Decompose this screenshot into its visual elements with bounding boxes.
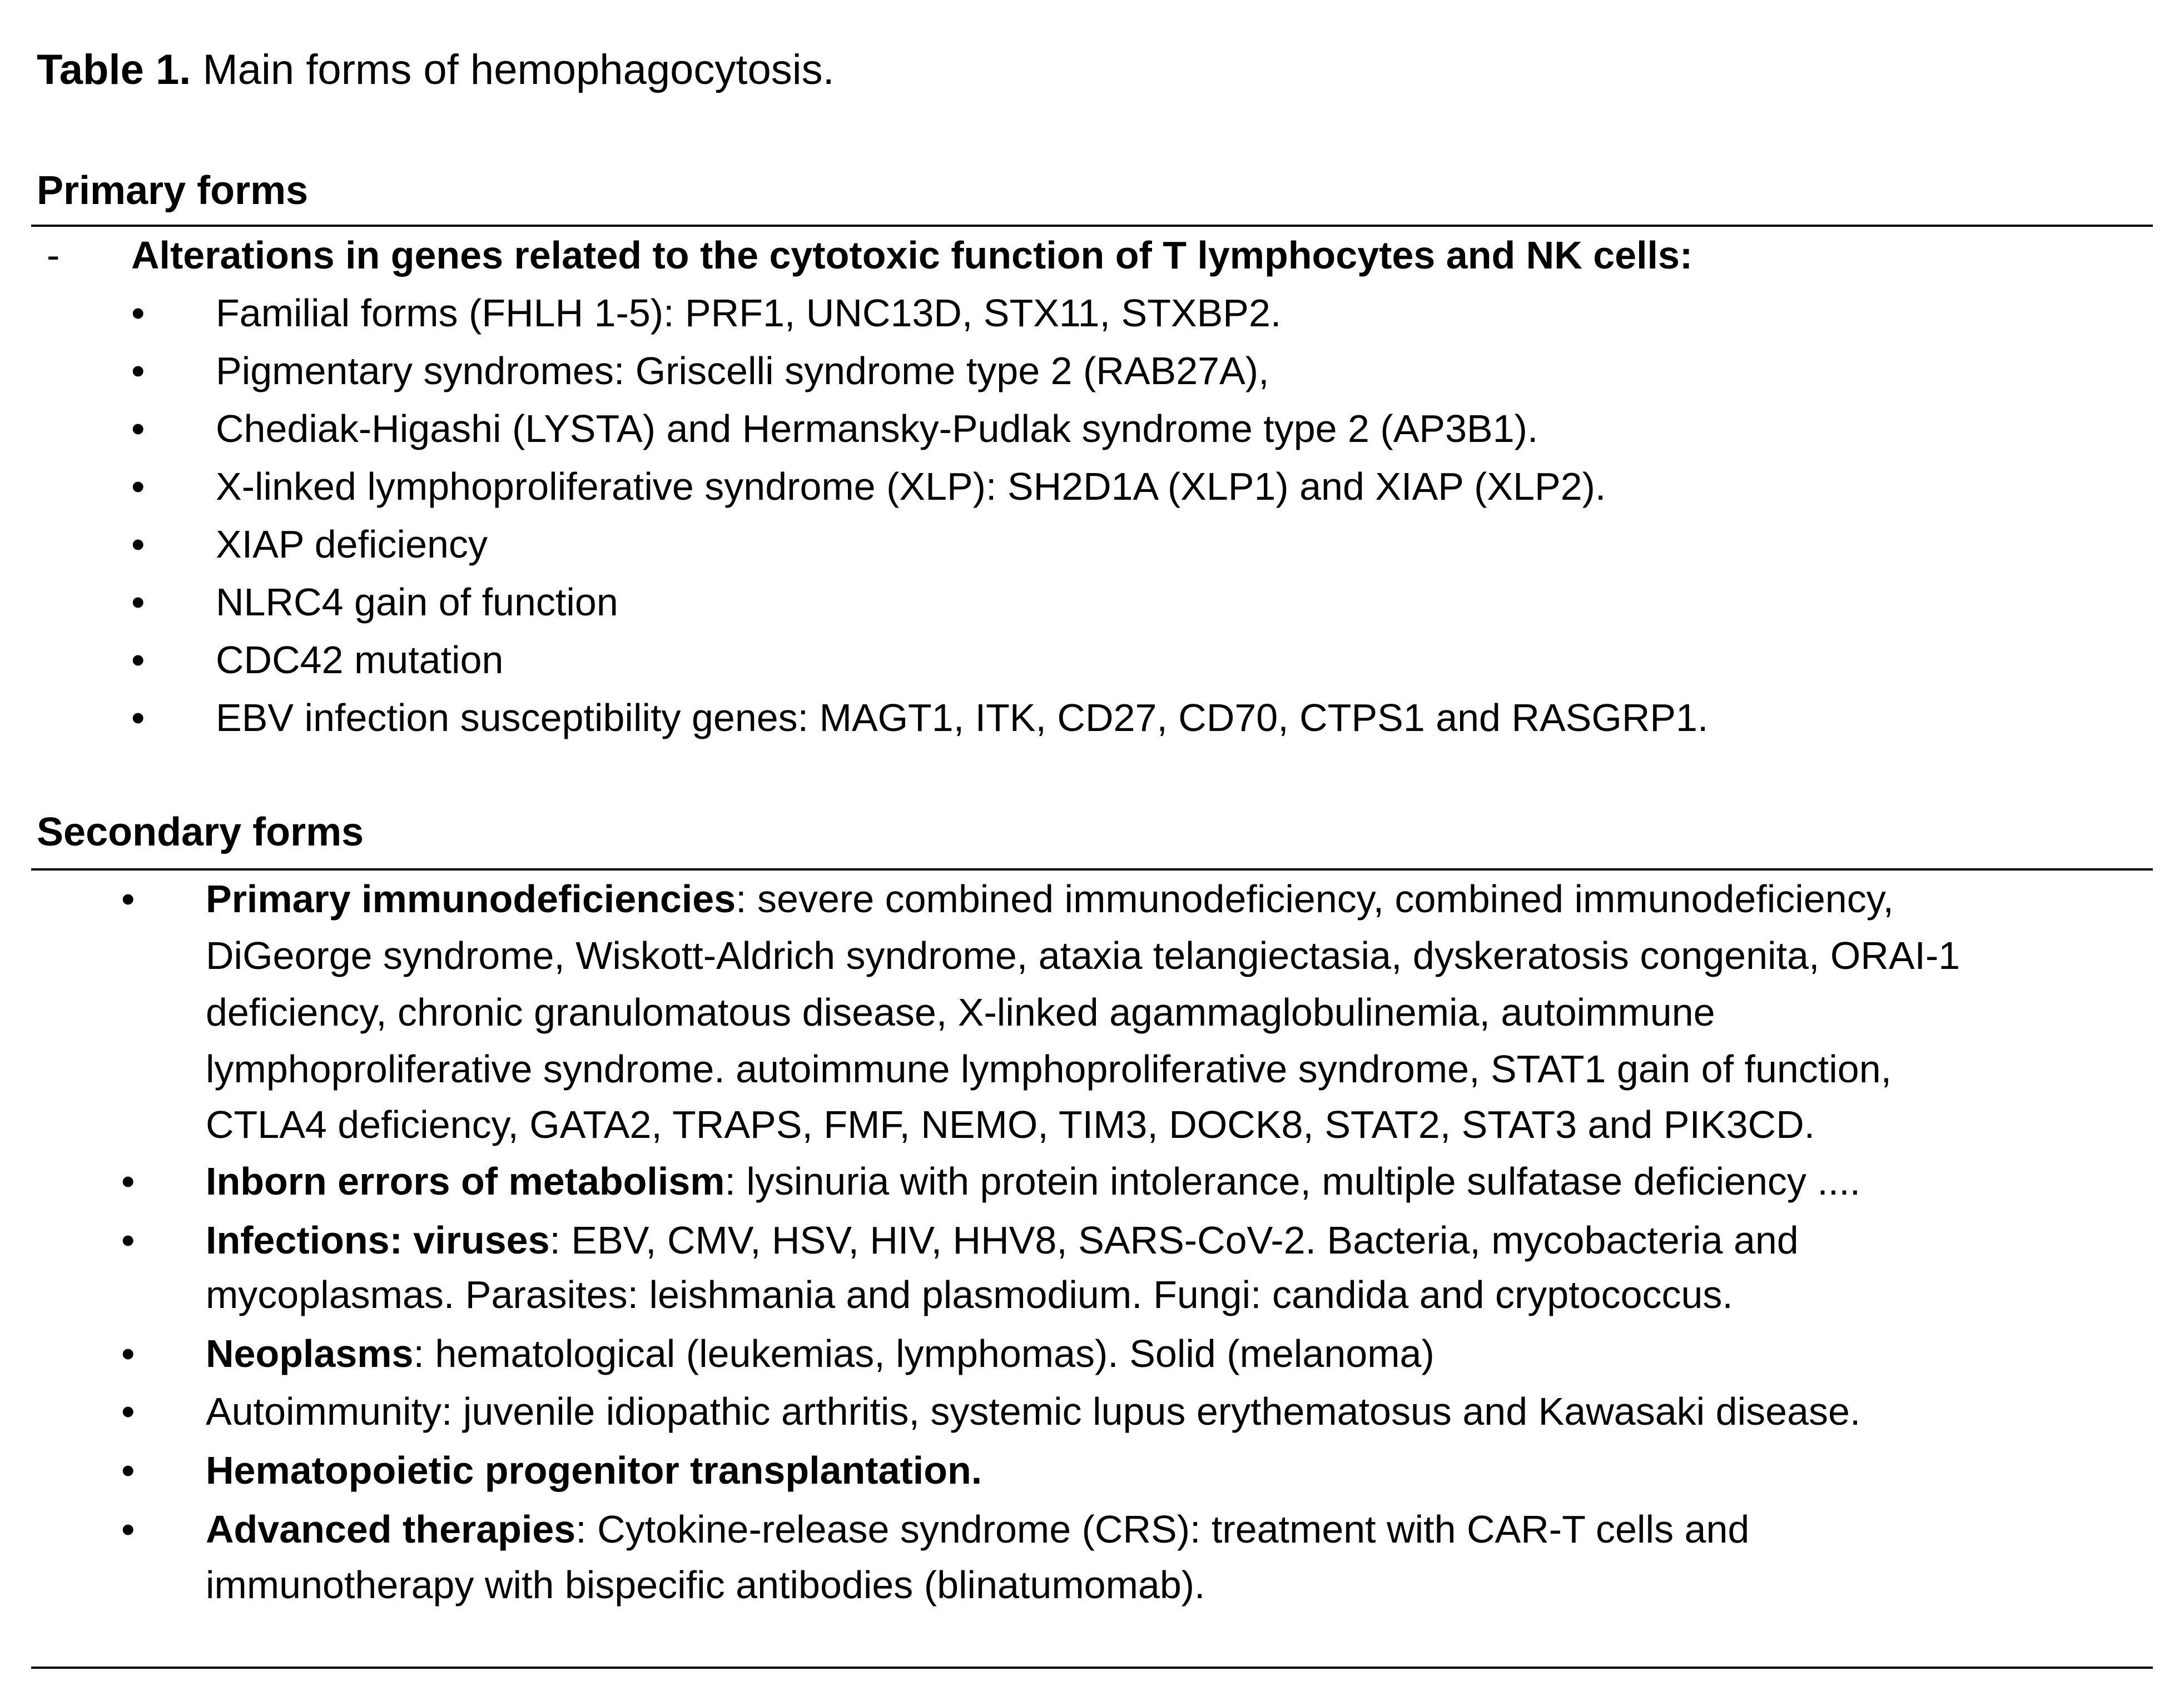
primary-item-1: Familial forms (FHLH 1-5): PRF1, UNC13D, STX11, STXBP2.	[216, 291, 1282, 335]
secondary-item-4-term: Neoplasms	[206, 1332, 414, 1375]
secondary-bullet-2: •	[121, 1160, 135, 1203]
table-bottom-rule	[31, 1667, 2153, 1669]
primary-subheading: Alterations in genes related to the cytotoxic function of T lymphocytes and NK cells:	[131, 233, 1693, 277]
secondary-bullet-4: •	[121, 1332, 135, 1375]
secondary-item-2	[206, 1156, 1860, 1206]
table-caption-text: Main forms of hemophagocytosis.	[191, 46, 835, 93]
secondary-bullet-3: •	[121, 1219, 135, 1262]
secondary-item-1-cont-4: CTLA4 deficiency, GATA2, TRAPS, FMF, NEMO, TIM3, DOCK8, STAT2, STAT3 and PIK3CD.	[206, 1103, 1815, 1146]
primary-item-2: Pigmentary syndromes: Griscelli syndrome type 2 (RAB27A),	[216, 349, 1269, 392]
secondary-item-7-text: : Cytokine-release syndrome (CRS): treatment with CAR-T cells and	[575, 1508, 1750, 1551]
primary-subheading-dash: -	[47, 233, 60, 277]
secondary-forms-heading: Secondary forms	[37, 810, 364, 854]
secondary-item-6	[206, 1445, 982, 1495]
secondary-item-4	[206, 1329, 1435, 1379]
secondary-forms-rule	[31, 868, 2153, 871]
primary-item-5: XIAP deficiency	[216, 523, 488, 566]
secondary-item-1	[206, 874, 1894, 924]
primary-item-6: NLRC4 gain of function	[216, 580, 618, 624]
secondary-item-3-text: : EBV, CMV, HSV, HIV, HHV8, SARS-CoV-2. Bacteria, mycobacteria and	[549, 1219, 1799, 1262]
secondary-bullet-5: •	[121, 1390, 135, 1433]
secondary-item-3-term: Infections: viruses	[206, 1219, 550, 1262]
primary-bullet-3: •	[131, 407, 145, 450]
table-caption	[37, 42, 835, 98]
primary-item-4: X-linked lymphoproliferative syndrome (XLP): SH2D1A (XLP1) and XIAP (XLP2).	[216, 465, 1606, 508]
secondary-item-1-term: Primary immunodeficiencies	[206, 877, 736, 921]
primary-item-7: CDC42 mutation	[216, 638, 504, 682]
secondary-item-2-text: : lysinuria with protein intolerance, multiple sulfatase deficiency ....	[724, 1160, 1861, 1203]
primary-forms-rule	[31, 225, 2153, 227]
secondary-item-7-term: Advanced therapies	[206, 1508, 576, 1551]
primary-item-8: EBV infection susceptibility genes: MAGT1, ITK, CD27, CD70, CTPS1 and RASGRP1.	[216, 696, 1709, 739]
secondary-item-1-cont-2: deficiency, chronic granulomatous disease, X-linked agammaglobulinemia, autoimmune	[206, 991, 1715, 1034]
primary-bullet-1: •	[131, 291, 145, 335]
primary-forms-heading: Primary forms	[37, 168, 309, 213]
secondary-item-1-text: : severe combined immunodeficiency, combined immunodeficiency,	[736, 877, 1894, 921]
primary-bullet-8: •	[131, 696, 145, 739]
secondary-item-6-term: Hematopoietic progenitor transplantation.	[206, 1449, 982, 1492]
primary-item-3: Chediak-Higashi (LYSTA) and Hermansky-Pudlak syndrome type 2 (AP3B1).	[216, 407, 1538, 450]
secondary-item-7-cont-1: immunotherapy with bispecific antibodies (blinatumomab).	[206, 1563, 1205, 1607]
secondary-item-3	[206, 1215, 1799, 1265]
secondary-bullet-7: •	[121, 1508, 135, 1551]
secondary-item-2-term: Inborn errors of metabolism	[206, 1160, 725, 1203]
secondary-bullet-1: •	[121, 877, 135, 921]
primary-bullet-6: •	[131, 580, 145, 624]
primary-bullet-4: •	[131, 465, 145, 508]
primary-bullet-2: •	[131, 349, 145, 392]
primary-bullet-5: •	[131, 523, 145, 566]
secondary-item-3-cont-1: mycoplasmas. Parasites: leishmania and plasmodium. Fungi: candida and cryptococcus.	[206, 1273, 1733, 1316]
primary-bullet-7: •	[131, 638, 145, 682]
secondary-item-5-text: Autoimmunity: juvenile idiopathic arthritis, systemic lupus erythematosus and Kawasaki disease.	[206, 1390, 1861, 1433]
secondary-item-1-cont-3: lymphoproliferative syndrome. autoimmune lymphoproliferative syndrome, STAT1 gain of function,	[206, 1047, 1892, 1091]
secondary-item-7	[206, 1504, 1749, 1554]
secondary-item-5	[206, 1386, 1860, 1436]
secondary-item-4-text: : hematological (leukemias, lymphomas). Solid (melanoma)	[413, 1332, 1435, 1375]
secondary-bullet-6: •	[121, 1449, 135, 1492]
table-caption-label: Table 1.	[37, 46, 191, 93]
secondary-item-1-cont-1: DiGeorge syndrome, Wiskott-Aldrich syndrome, ataxia telangiectasia, dyskeratosis congenita, ORAI-1	[206, 934, 1960, 977]
